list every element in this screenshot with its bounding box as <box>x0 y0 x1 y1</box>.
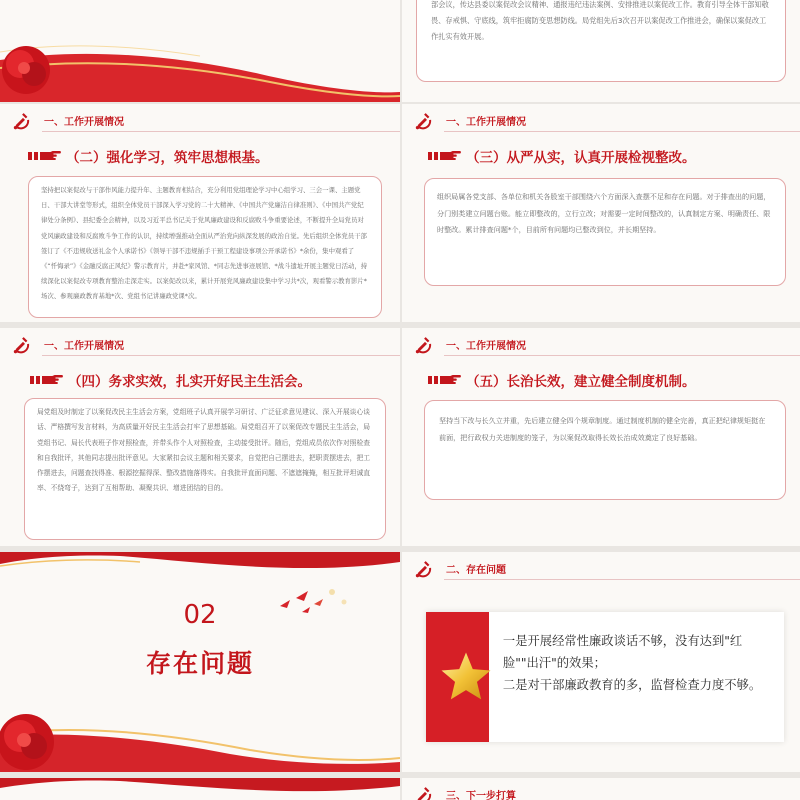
slide-cover-02 <box>0 552 400 772</box>
content-box <box>424 400 786 500</box>
subheading <box>30 370 311 390</box>
section-title: 一、工作开展情况 <box>44 117 124 128</box>
section-header <box>402 778 800 800</box>
subheading <box>428 370 696 390</box>
subheading-text: （二）强化学习，筑牢思想根基。 <box>66 150 269 166</box>
peony-flower-decoration <box>0 34 70 102</box>
section-header <box>402 552 800 586</box>
section-title: 二、存在问题 <box>446 565 506 576</box>
divider <box>444 131 800 132</box>
body-text: 部会议，传达县委以案促改会议精神、通报违纪违法案例、安排推进以案促改工作。教育引导全体干部知敬畏、存戒惧、守底线，筑牢拒腐防变思想防线。局党组先后3次召开以案促改工作推进会，确保以案促改工作扎实有效开展。 <box>431 0 769 41</box>
slide-bottom-left <box>0 778 400 800</box>
content-box <box>416 0 786 82</box>
subheading <box>28 146 269 166</box>
slide-bottom-right <box>402 778 800 800</box>
ribbon-decoration <box>0 778 400 800</box>
section-title: 一、工作开展情况 <box>44 341 124 352</box>
divider <box>444 355 800 356</box>
problem-item: 二是对干部廉政教育的多，监督检查力度不够。 <box>502 678 762 692</box>
body-text: 坚持把以案促改与干部作风能力提升年、主题教育相结合，充分利用党组理论学习中心组学习、三会一课、主题党日、干部大讲堂等形式，组织全体党员干部深入学习党的二十大精神、《中国共产党廉洁自律准则》、《中国共产党纪律处分条例》、县纪委全会精神，以及习近平总书记关于党风廉政建设和反腐败斗争重要论述，不断提升全局党员对党风廉政建设和反腐败斗争工作的认识，持续增强推动全面从严治党向纵深发展的政治自觉。先后组织全体党员干部签订了《不违规收送礼金个人承诺书》《领导干部不违规插手干预工程建设事项公开承诺书》*余份，集中观看了《“忏悔录”》《金融反腐正风纪》警示教育片，并赴*家风馆、*同志先进事迹展馆、*战斗遗址开展主题党日活动，持续深化以案促改专项教育整治走深走实。以案促改以来，累计开展党风廉政建设集中学习共*次，观看警示教育影片*场次、参观廉政教育基地*次、党组书记讲廉政党课*次。 <box>41 186 368 301</box>
slide-problems <box>402 552 800 772</box>
section-header <box>0 104 400 138</box>
content-box <box>24 398 386 540</box>
gold-star-icon <box>438 649 494 705</box>
slide-mid-right <box>402 104 800 322</box>
problem-item: 一是开展经常性廉政谈话不够，没有达到"红脸""出汗"的效果； <box>502 634 743 670</box>
section-title: 一、工作开展情况 <box>446 117 526 128</box>
divider <box>42 355 400 356</box>
hammer-sickle-icon <box>12 111 32 131</box>
subheading-text: （四）务求实效，扎实开好民主生活会。 <box>68 374 311 390</box>
content-box <box>424 178 786 286</box>
subheading-text: （三）从严从实，认真开展检视整改。 <box>466 150 696 166</box>
slide-mid-left <box>0 104 400 322</box>
section-header <box>402 104 800 138</box>
problem-list <box>489 612 784 742</box>
peony-flower-decoration <box>0 702 74 772</box>
slide-low-left <box>0 328 400 546</box>
hammer-sickle-icon <box>414 111 434 131</box>
slide-top-right <box>402 0 800 102</box>
divider <box>444 579 800 580</box>
section-number: 02 <box>183 600 217 630</box>
hammer-sickle-icon <box>414 335 434 355</box>
pointing-hand-icon <box>428 149 462 163</box>
body-text: 坚持当下改与长久立并重，先后建立健全四个规章制度。通过制度机制的健全完善，真正把纪律规矩挺在前面，把行政权力关进制度的笼子，为以案促改取得长效长治成效奠定了良好基础。 <box>439 416 766 442</box>
hammer-sickle-icon <box>12 335 32 355</box>
body-text: 组织局属各党支部、各单位和机关各股室干部围绕六个方面深入查摆不足和存在问题。对于排查出的问题，分门别类建立问题台账。能立即整改的，立行立改；对需要一定时间整改的，认真制定方案、明确责任、限时整改。累计排查问题*个，目前所有问题均已整改到位，并长期坚持。 <box>437 192 771 234</box>
content-box <box>28 176 382 318</box>
pointing-hand-icon <box>30 373 64 387</box>
subheading-text: （五）长治长效，建立健全制度机制。 <box>466 374 696 390</box>
slide-low-right <box>402 328 800 546</box>
divider <box>42 131 400 132</box>
section-title: 三、下一步打算 <box>446 791 516 800</box>
hammer-sickle-icon <box>414 785 434 800</box>
section-header <box>0 328 400 362</box>
section-title: 存在问题 <box>145 649 254 678</box>
star-panel <box>426 612 489 742</box>
problem-card <box>426 612 784 742</box>
pointing-hand-icon <box>28 149 62 163</box>
slide-top-left <box>0 0 400 102</box>
pointing-hand-icon <box>428 373 462 387</box>
section-title: 一、工作开展情况 <box>446 341 526 352</box>
subheading <box>428 146 696 166</box>
section-header <box>402 328 800 362</box>
body-text: 局党组及时制定了以案促改民主生活会方案，党组班子认真开展学习研讨、广泛征求意见建议、深入开展谈心谈话、严格撰写发言材料，为高质量开好民主生活会打牢了思想基础。局党组召开了以案促改专题民主生活会，局党组书记、局长代表班子作对照检查，并带头作个人对照检查，主动接受批评。随后，党组成员依次作对照检查和自我批评，其他同志提出批评意见。大家紧扣会议主题和相关要求，自觉把自己摆进去，把职责摆进去，把工作摆进去，问题查找得准、根源挖掘得深、整改措施落得实。自我批评直面问题、不遮遮掩掩，相互批评坦诚直率、不绕弯子，达到了互相帮助、凝聚共识、增进团结的目的。 <box>37 408 371 493</box>
hammer-sickle-icon <box>414 559 434 579</box>
